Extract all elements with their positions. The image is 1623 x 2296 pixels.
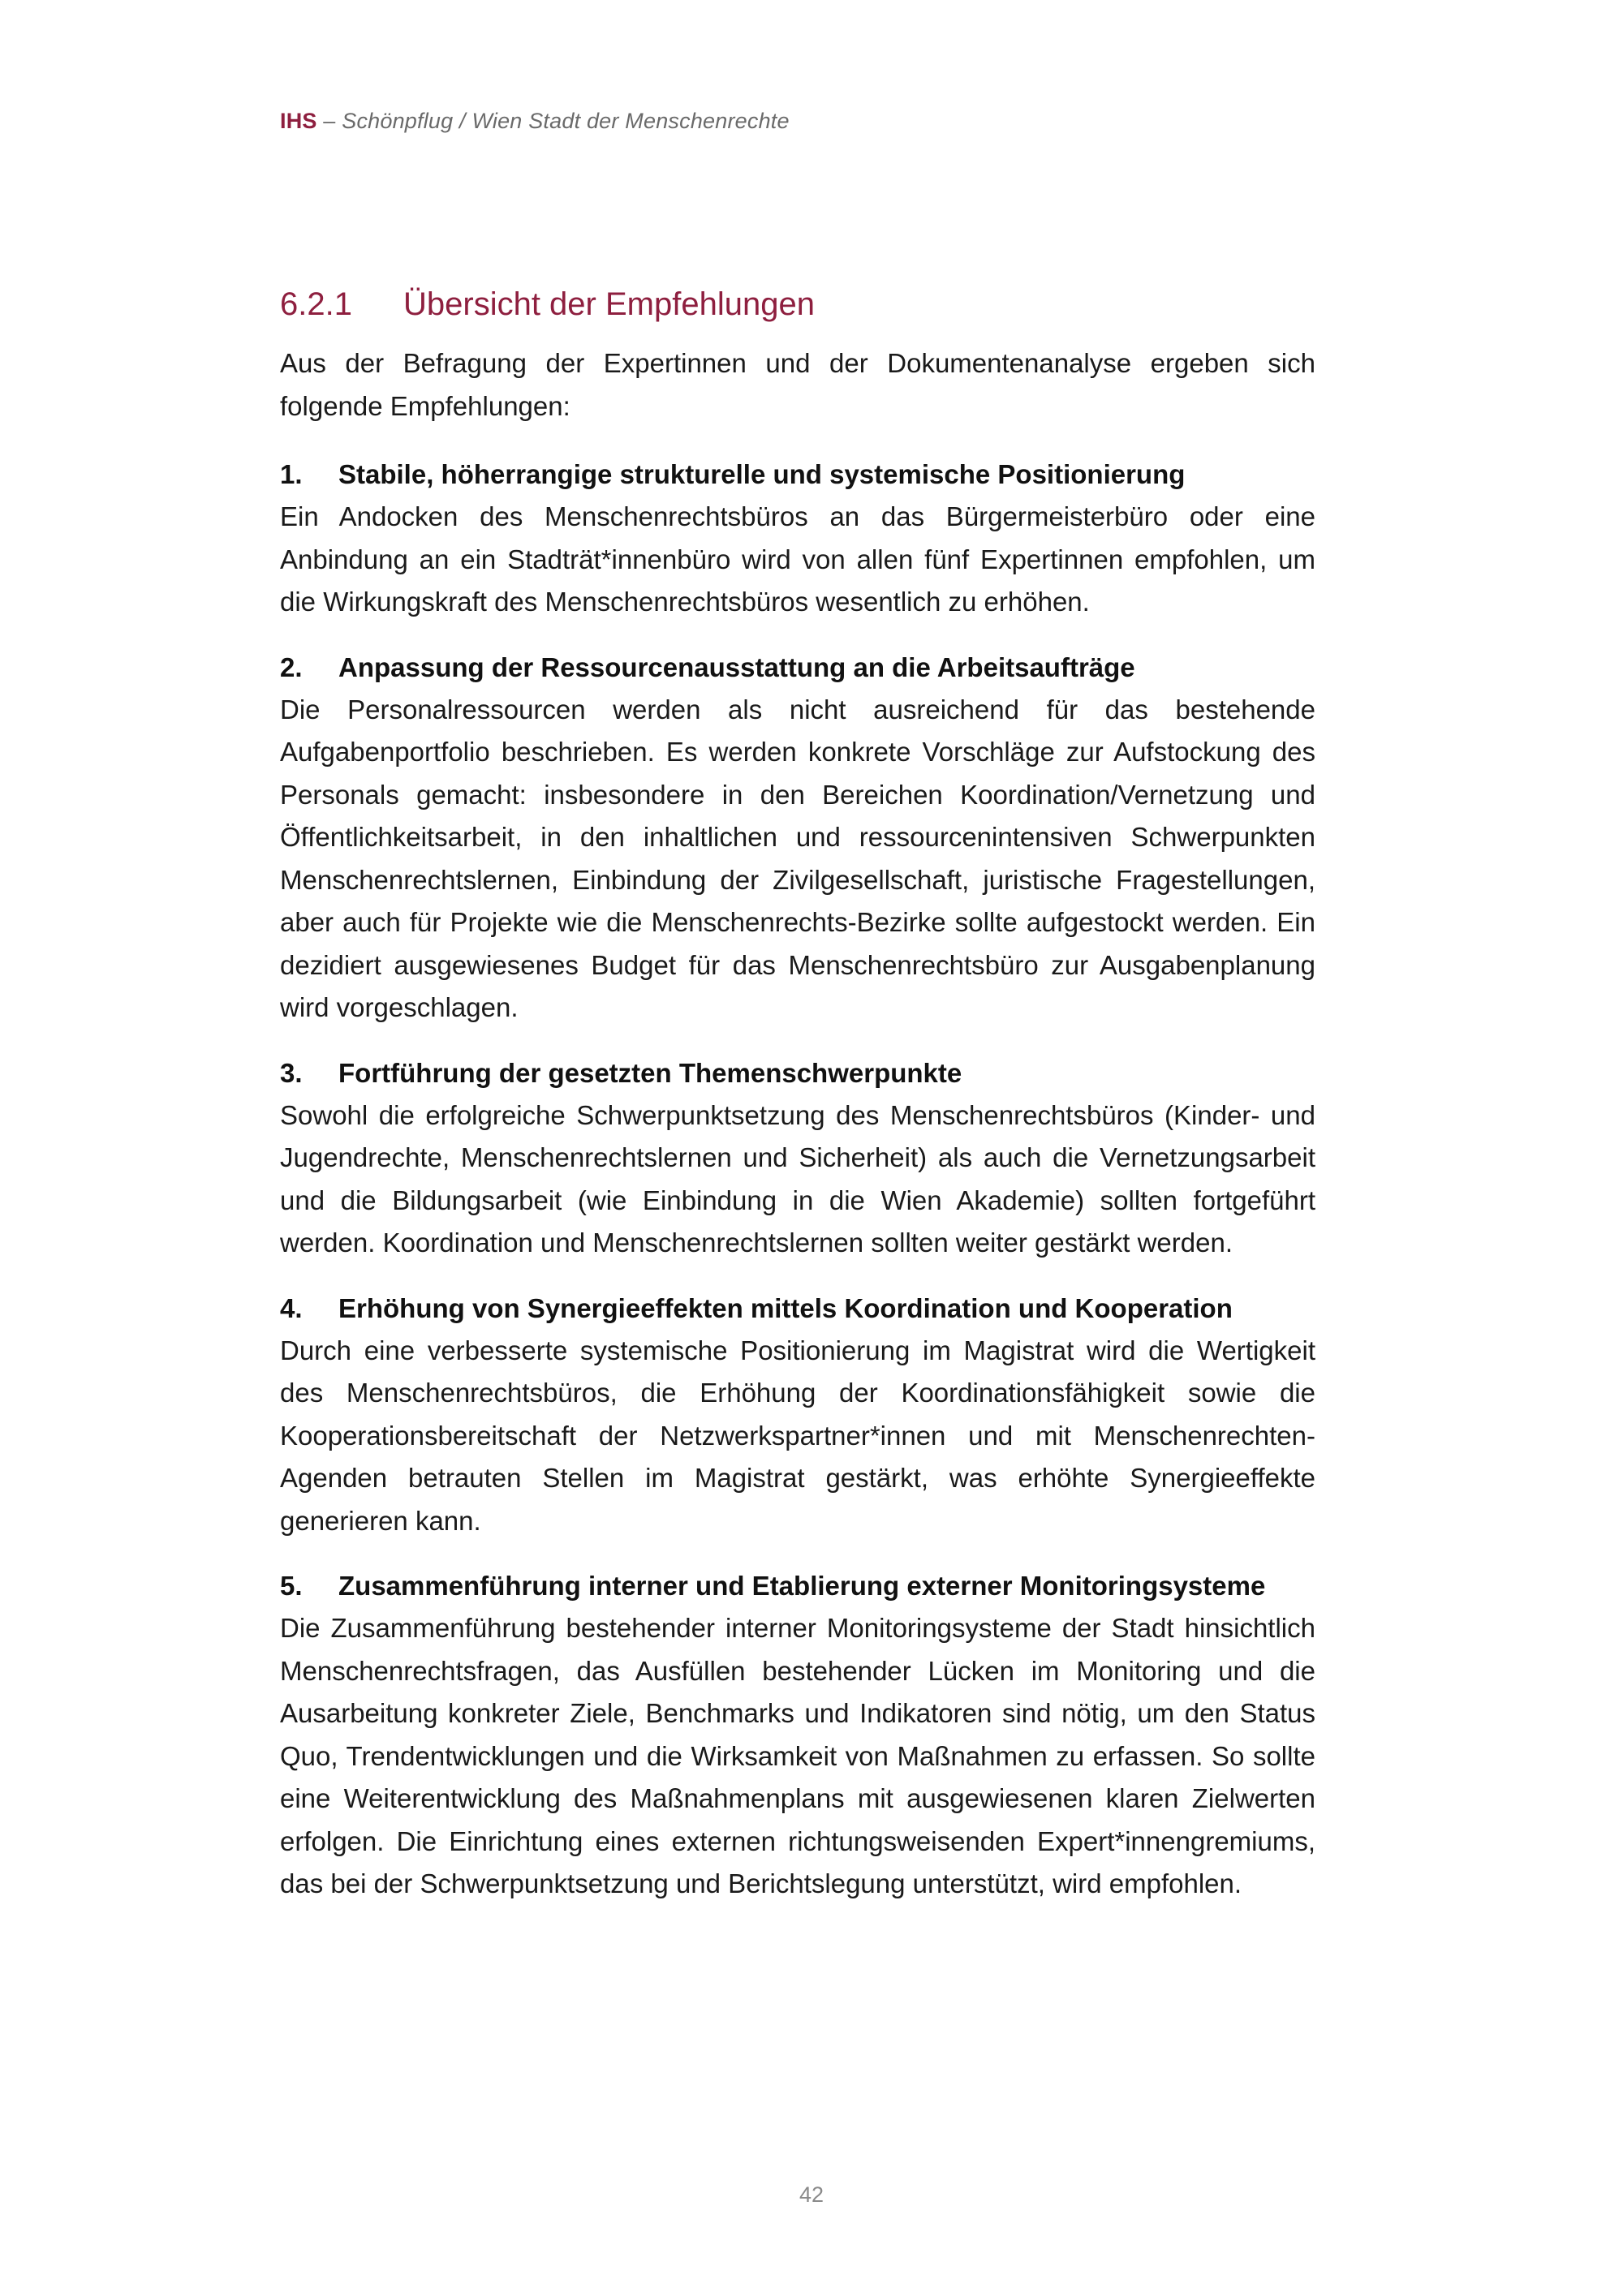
recommendation-5 bbox=[280, 1565, 1315, 1906]
recommendation-title: Zusammenführung interner und Etablierung externer Monitoringsysteme bbox=[338, 1571, 1266, 1601]
recommendation-number: 3. bbox=[280, 1057, 303, 1088]
recommendation-text: Ein Andocken des Menschenrechtsbüros an das Bürgermeisterbüro oder eine Anbindung an ein Stadträt*innenbüro wird von allen fünf Expertinnen empfohlen, um die Wirkungskraft des Menschenrechtsbüros wesentlich zu erhöhen. bbox=[280, 501, 1315, 617]
page-content bbox=[280, 284, 1315, 1928]
recommendation-number: 4. bbox=[280, 1292, 303, 1323]
recommendation-1 bbox=[280, 454, 1315, 624]
recommendation-heading bbox=[280, 1288, 1315, 1330]
section-heading bbox=[280, 284, 1315, 325]
recommendation-title: Erhöhung von Synergieeffekten mittels Koordination und Kooperation bbox=[338, 1292, 1233, 1323]
header-brand: IHS bbox=[280, 109, 317, 133]
section-title: Übersicht der Empfehlungen bbox=[403, 286, 815, 322]
recommendation-heading bbox=[280, 454, 1315, 496]
recommendation-title: Stabile, höherrangige strukturelle und systemische Positionierung bbox=[338, 459, 1186, 489]
recommendation-2 bbox=[280, 647, 1315, 1030]
header-separator: – bbox=[316, 109, 342, 133]
recommendation-text: Sowohl die erfolgreiche Schwerpunktsetzung des Menschenrechtsbüros (Kinder- und Jugendrechte, Menschenrechtslernen und Sicherheit) als auch die Vernetzungsarbeit und die Bildungsarbeit (wie Einbindung in die Wien Akademie) sollten fortgeführt werden. Koordination und Menschenrechtslernen sollten weiter gestärkt werden. bbox=[280, 1099, 1315, 1258]
recommendation-heading bbox=[280, 1052, 1315, 1094]
intro-paragraph: Aus der Befragung der Expertinnen und der Dokumentenanalyse ergeben sich folgende Empfehlungen: bbox=[280, 348, 1315, 421]
recommendation-heading bbox=[280, 647, 1315, 689]
recommendation-4 bbox=[280, 1288, 1315, 1543]
header-subtitle: Schönpflug / Wien Stadt der Menschenrechte bbox=[342, 109, 790, 133]
recommendation-number: 5. bbox=[280, 1571, 303, 1601]
recommendation-number: 2. bbox=[280, 651, 303, 682]
running-header bbox=[280, 109, 790, 134]
recommendation-text: Die Personalressourcen werden als nicht ausreichend für das bestehende Aufgabenportfolio beschrieben. Es werden konkrete Vorschläge zur Aufstockung des Personals gemacht: insbesondere in den Bereichen Koordination/Vernetzung und Öffentlichkeitsarbeit, in den inhaltlichen und ressourcenintensiven Schwerpunkten Menschenrechtslernen, Einbindung der Zivilgesellschaft, juristische Fragestellungen, aber auch für Projekte wie die Menschenrechts-Bezirke sollte aufgestockt werden. Ein dezidiert ausgewiesenes Budget für das Menschenrechtsbüro zur Ausgabenplanung wird vorgeschlagen. bbox=[280, 694, 1315, 1022]
recommendation-heading bbox=[280, 1565, 1315, 1607]
recommendation-title: Fortführung der gesetzten Themenschwerpunkte bbox=[338, 1057, 962, 1088]
recommendation-title: Anpassung der Ressourcenausstattung an die Arbeitsaufträge bbox=[338, 651, 1135, 682]
page-number: 42 bbox=[799, 2182, 824, 2207]
recommendation-text: Durch eine verbesserte systemische Positionierung im Magistrat wird die Wertigkeit des Menschenrechtsbüros, die Erhöhung der Koordinationsfähigkeit sowie die Kooperationsbereitschaft der Netzwerkspartner*innen und mit Menschenrechten-Agenden betrauten Stellen im Magistrat gestärkt, was erhöhte Synergieeffekte generieren kann. bbox=[280, 1335, 1315, 1536]
recommendation-3 bbox=[280, 1052, 1315, 1265]
recommendation-text: Die Zusammenführung bestehender interner Monitoringsysteme der Stadt hinsichtlich Menschenrechtsfragen, das Ausfüllen bestehender Lücken im Monitoring und die Ausarbeitung konkreter Ziele, Benchmarks und Indikatoren sind nötig, um den Status Quo, Trendentwicklungen und die Wirksamkeit von Maßnahmen zu erfassen. So sollte eine Weiterentwicklung des Maßnahmenplans mit ausgewiesenen klaren Zielwerten erfolgen. Die Einrichtung eines externen richtungsweisenden Expert*innengremiums, das bei der Schwerpunktsetzung und Berichtslegung unterstützt, wird empfohlen. bbox=[280, 1613, 1315, 1898]
section-number: 6.2.1 bbox=[280, 286, 352, 322]
recommendation-number: 1. bbox=[280, 459, 303, 489]
